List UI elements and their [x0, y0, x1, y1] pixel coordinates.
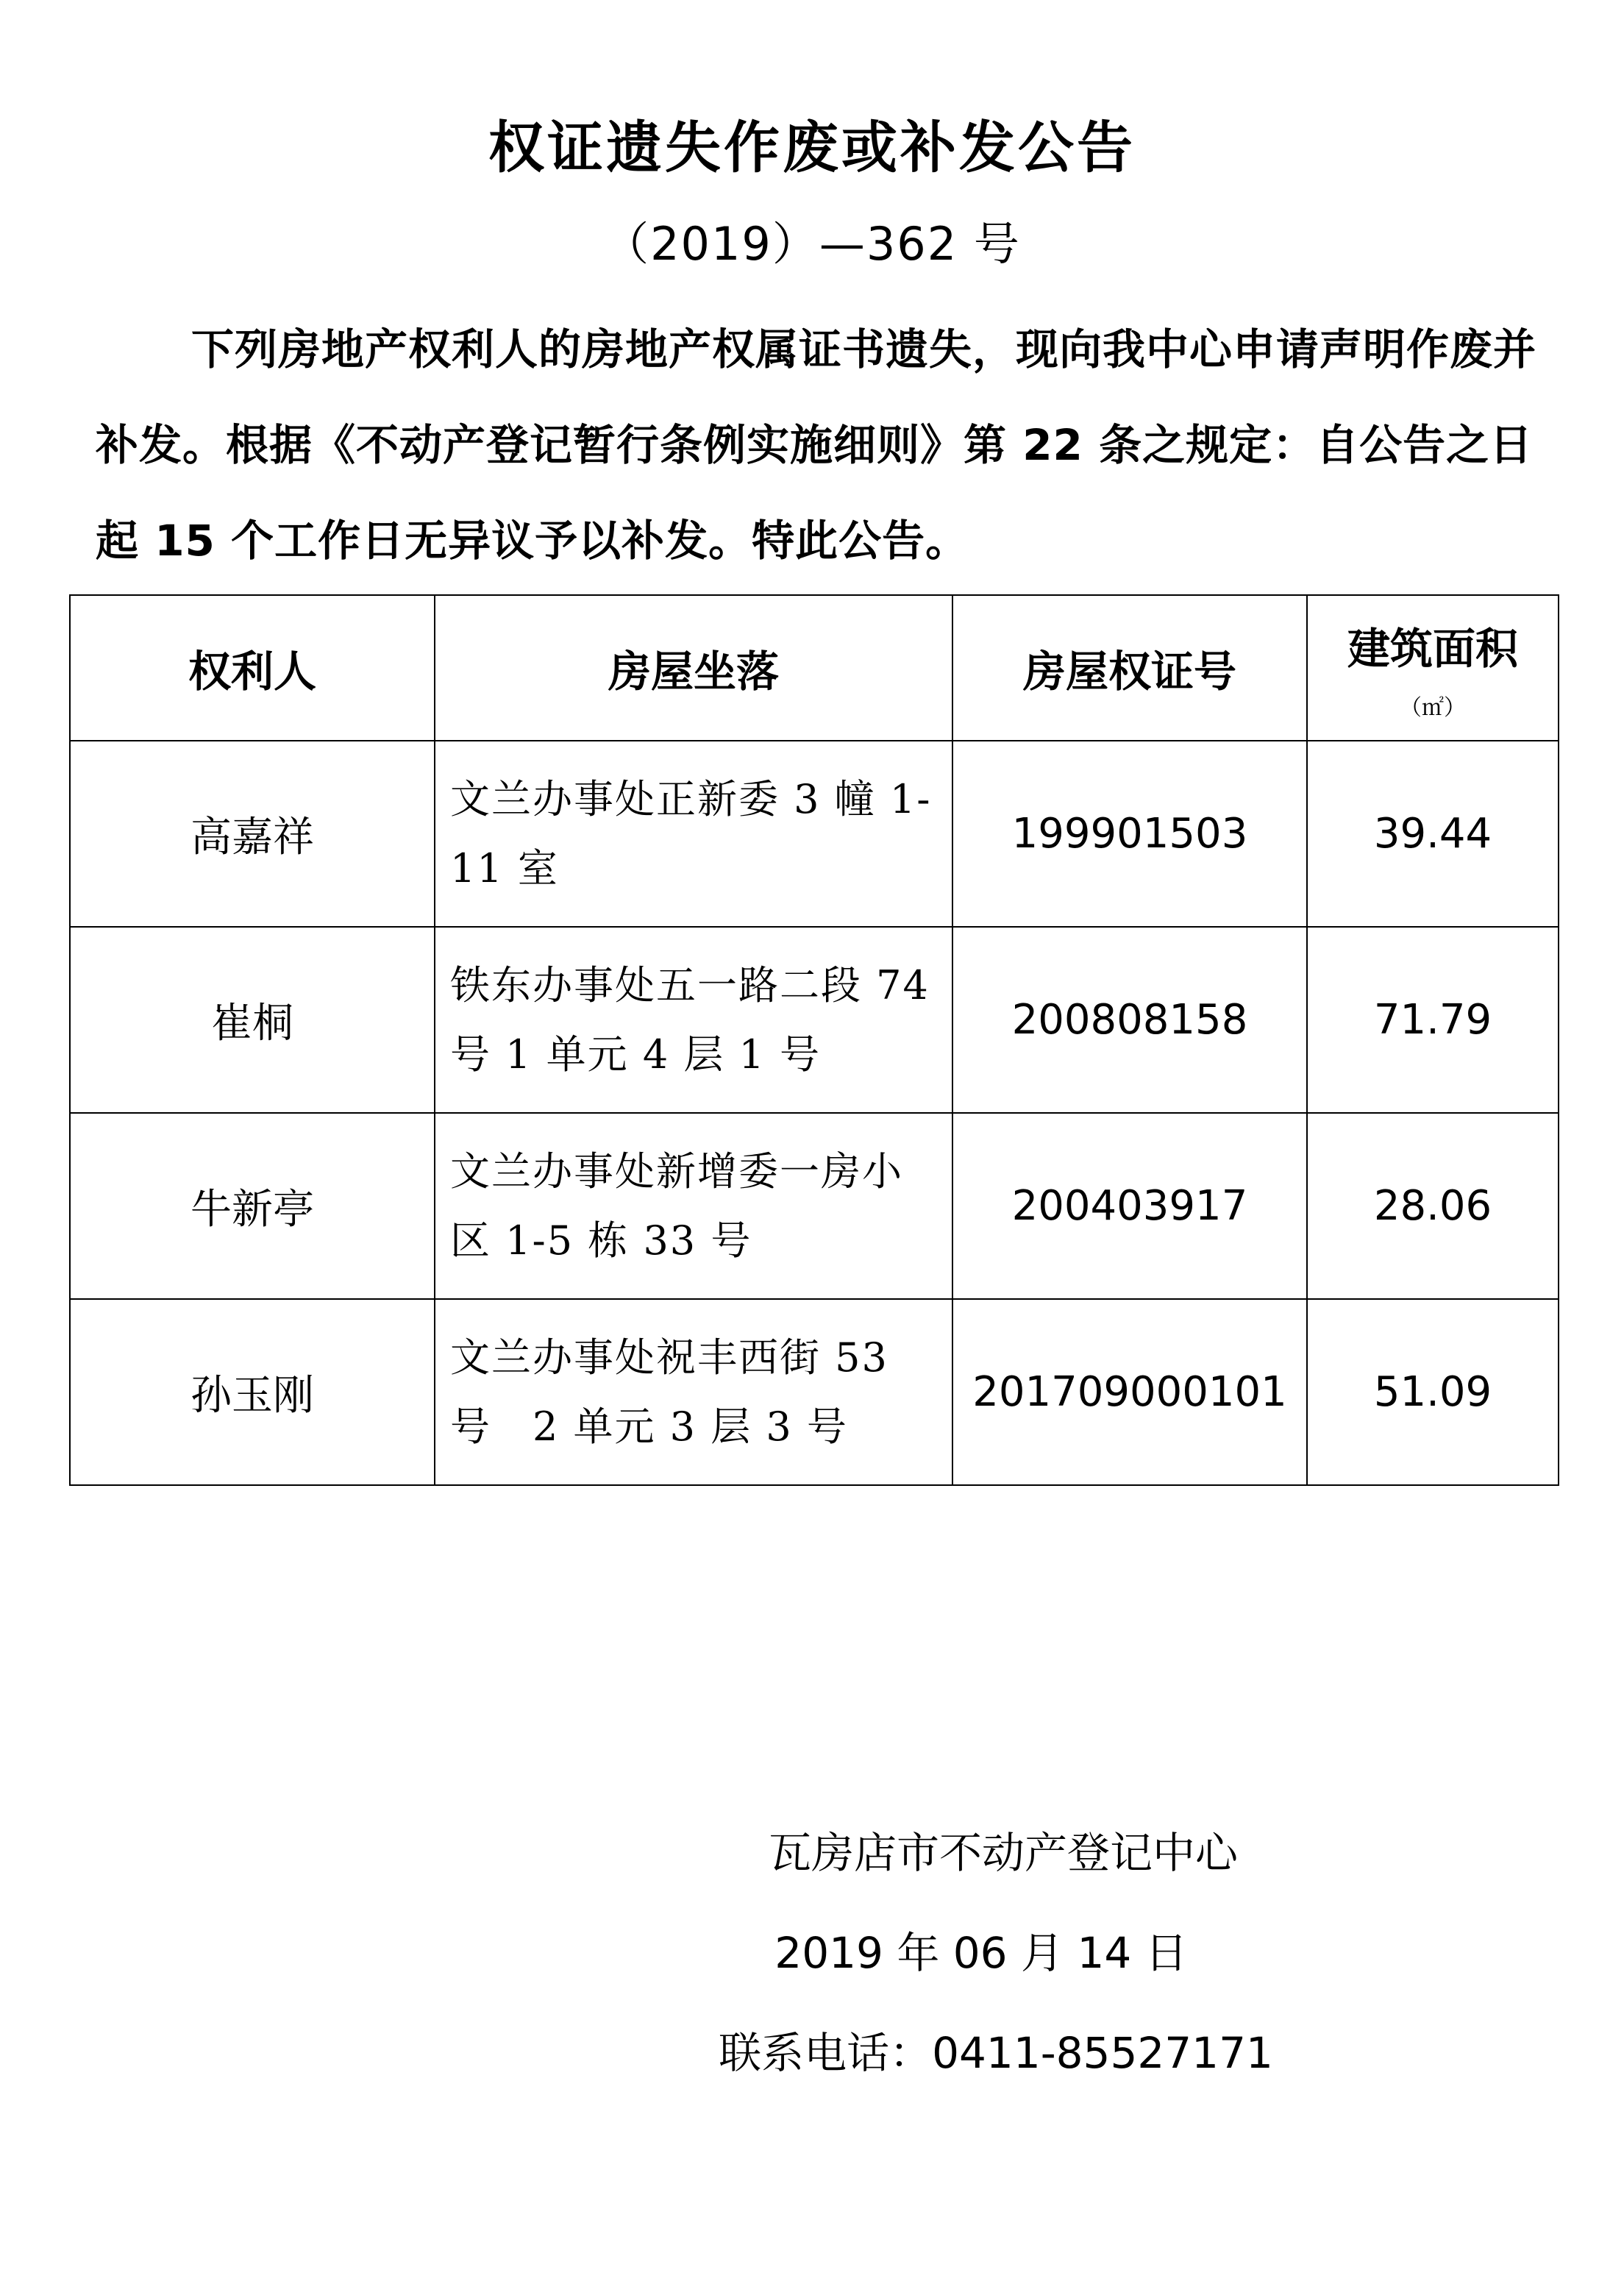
document-number: （2019）—362 号 — [603, 217, 1021, 271]
cert-no-cell: 200808158 — [952, 927, 1307, 1113]
table-row — [70, 1113, 1559, 1299]
area-cell: 28.06 — [1307, 1113, 1559, 1299]
area-cell: 39.44 — [1307, 741, 1559, 927]
contact-phone: 联系电话：0411-85527171 — [719, 2028, 1273, 2078]
header-cert-no: 房屋权证号 — [952, 595, 1307, 741]
header-area-unit: （㎡） — [1400, 695, 1466, 721]
header-area-label: 建筑面积 — [1347, 624, 1518, 674]
lost-certificate-table — [69, 594, 1559, 1486]
table-row — [70, 927, 1559, 1113]
location-cell: 文兰办事处新增委一房小区 1-5 栋 33 号 — [435, 1113, 952, 1299]
area-cell: 71.79 — [1307, 927, 1559, 1113]
location-cell: 文兰办事处正新委 3 幢 1-11 室 — [435, 741, 952, 927]
location-cell: 铁东办事处五一路二段 74 号 1 单元 4 层 1 号 — [435, 927, 952, 1113]
header-location: 房屋坐落 — [435, 595, 952, 741]
header-area — [1307, 595, 1559, 741]
table-row — [70, 1299, 1559, 1485]
notice-title: 权证遗失作废或补发公告 — [488, 115, 1136, 180]
owner-cell: 牛新亭 — [70, 1113, 435, 1299]
issue-date: 2019 年 06 月 14 日 — [774, 1928, 1188, 1978]
cert-no-cell: 200403917 — [952, 1113, 1307, 1299]
table-header-row — [70, 595, 1559, 741]
issuer-name: 瓦房店市不动产登记中心 — [768, 1828, 1238, 1878]
owner-cell: 孙玉刚 — [70, 1299, 435, 1485]
notice-body — [96, 302, 1537, 588]
cert-no-cell: 201709000101 — [952, 1299, 1307, 1485]
area-cell: 51.09 — [1307, 1299, 1559, 1485]
owner-cell: 崔桐 — [70, 927, 435, 1113]
cert-no-cell: 199901503 — [952, 741, 1307, 927]
header-owner: 权利人 — [70, 595, 435, 741]
table-row — [70, 741, 1559, 927]
location-cell: 文兰办事处祝丰西街 53 号 2 单元 3 层 3 号 — [435, 1299, 952, 1485]
notice-body-text: 下列房地产权利人的房地产权属证书遗失，现向我中心申请声明作废并补发。根据《不动产登记暂行条例实施细则》第 22 条之规定：自公告之日起 15 个工作日无异议予以补发。特此公告。 — [96, 324, 1537, 566]
owner-cell: 高嘉祥 — [70, 741, 435, 927]
